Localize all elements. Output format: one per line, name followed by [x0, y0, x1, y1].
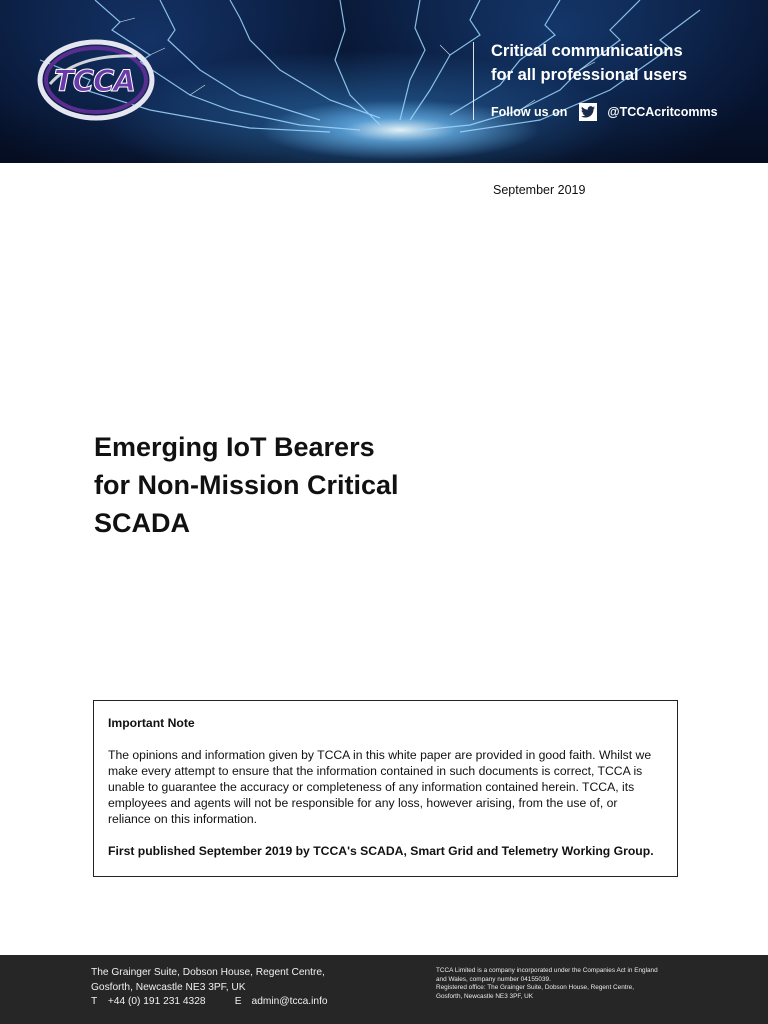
note-body: The opinions and information given by TCCA in this white paper are provided in good faith. Whilst we make every attempt to ensure that the information contained in such documents is correct, TCCA is unable to guarantee the accuracy or completeness of any information contained herein. TCCA, its employees and agents will not be responsible for any loss, however arising, from the use of, or reliance on this information. [108, 748, 652, 826]
title-line-1: Emerging IoT Bearers [94, 432, 375, 462]
email-label: E [234, 996, 242, 1007]
title-line-2: for Non-Mission Critical [94, 470, 399, 500]
document-title [94, 428, 399, 542]
footer-contact [91, 995, 328, 1010]
title-line-3: SCADA [94, 508, 191, 538]
note-heading: Important Note [108, 716, 195, 730]
follow-label: Follow us on [491, 105, 568, 119]
legal-line-3: Registered office: The Grainger Suite, Dobson House, Regent Centre, [436, 984, 634, 992]
tagline-line-1: Critical communications [491, 42, 683, 60]
address-line-1: The Grainger Suite, Dobson House, Regent Centre, [91, 967, 325, 978]
important-note-box [93, 700, 678, 877]
legal-line-1: TCCA Limited is a company incorporated under the Companies Act in England [436, 967, 658, 974]
header-tagline [491, 39, 687, 87]
page-footer [0, 955, 768, 1024]
tcca-logo [36, 34, 160, 124]
header-banner [0, 0, 768, 163]
document-date: September 2019 [493, 183, 586, 197]
logo-text: TCCA [54, 64, 135, 98]
address-line-2: Gosforth, Newcastle NE3 3PF, UK [91, 981, 246, 993]
note-published: First published September 2019 by TCCA's SCADA, Smart Grid and Telemetry Working Group. [108, 844, 654, 858]
footer-legal [436, 967, 696, 1001]
tagline-line-2: for all professional users [491, 66, 688, 84]
phone-number: +44 (0) 191 231 4328 [107, 996, 206, 1007]
phone-label: T [91, 996, 98, 1007]
email-link[interactable]: admin@tcca.info [251, 996, 328, 1007]
twitter-handle-link[interactable]: @TCCAcritcomms [607, 105, 718, 119]
follow-us [491, 103, 718, 121]
header-divider [473, 42, 474, 120]
footer-address [91, 966, 328, 1010]
twitter-bird-icon[interactable] [579, 103, 597, 121]
legal-line-2: and Wales, company number 04155039. [436, 975, 551, 983]
legal-line-4: Gosforth, Newcastle NE3 3PF, UK [436, 992, 533, 1000]
